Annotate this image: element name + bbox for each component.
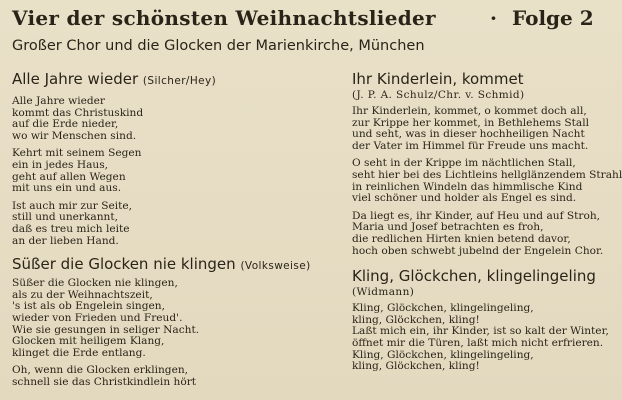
lyric-line: als zu der Weihnachtszeit,: [12, 288, 153, 301]
song-kling-gloeckchen: [352, 267, 618, 373]
lyric-line: Da liegt es, ihr Kinder, auf Heu und auf Stroh,: [352, 209, 601, 222]
stanza: [12, 148, 337, 194]
stanza: [352, 106, 618, 152]
lyric-line: an der lieben Hand.: [12, 234, 119, 247]
lyric-line: Ihr Kinderlein, kommet, o kommet doch all,: [352, 105, 587, 117]
performer-subtitle: Großer Chor und die Glocken der Marienkirche, München: [12, 38, 425, 54]
song-credit: (Widmann): [352, 286, 415, 299]
song-title: Alle Jahre wieder: [12, 70, 139, 88]
lyric-line: Kehrt mit seinem Segen: [12, 147, 142, 160]
song-credit: (J. P. A. Schulz/Chr. v. Schmid): [352, 89, 525, 101]
right-column: [352, 70, 622, 381]
lyric-line: Wie sie gesungen in seliger Nacht.: [12, 323, 200, 336]
lyric-line: Ist auch mir zur Seite,: [12, 199, 133, 212]
lyric-line: daß es treu mich leite: [12, 222, 130, 235]
lyric-line: kling, Glöckchen, kling!: [352, 360, 480, 373]
lyric-line: ein in jedes Haus,: [12, 158, 109, 171]
lyric-line: viel schöner und holder als Engel es sind.: [352, 192, 577, 205]
stanza: [12, 201, 337, 247]
lyric-line: und seht, was in dieser hochheiligen Nacht: [352, 128, 585, 141]
stanza: [12, 278, 337, 359]
lyric-line: Kling, Glöckchen, klingelingeling,: [352, 302, 534, 315]
lyric-line: kommt das Christuskind: [12, 106, 144, 119]
stanza: [352, 303, 618, 373]
lyric-line: mit uns ein und aus.: [12, 182, 122, 195]
lyric-line: Alle Jahre wieder: [12, 95, 105, 107]
lyric-line: wieder von Frieden und Freud'.: [12, 311, 183, 324]
lyric-line: 's ist als ob Engelein singen,: [12, 300, 165, 313]
song-credit: (Volksweise): [240, 260, 311, 273]
stanza: [352, 211, 618, 257]
lyric-line: O seht in der Krippe im nächtlichen Stall,: [352, 157, 576, 170]
song-title: Kling, Glöckchen, klingelingeling: [352, 267, 596, 286]
song-alle-jahre-wieder: [12, 70, 337, 247]
lyric-line: Kling, Glöckchen, klingelingeling,: [352, 348, 534, 361]
stanza: [12, 96, 337, 142]
lyric-line: hoch oben schwebt jubelnd der Engelein Chor.: [352, 244, 604, 257]
page-title: Vier der schönsten Weihnachtslieder: [12, 6, 436, 30]
left-column: [12, 70, 337, 396]
lyric-line: Süßer die Glocken nie klingen,: [12, 277, 178, 290]
lyric-line: klinget die Erde entlang.: [12, 346, 146, 359]
lyric-line: kling, Glöckchen, kling!: [352, 313, 480, 326]
lyric-line: geht auf allen Wegen: [12, 170, 126, 183]
lyric-line: wo wir Menschen sind.: [12, 129, 137, 142]
lyric-line: zur Krippe her kommet, in Bethlehems Stall: [352, 116, 589, 129]
stanza: [12, 365, 337, 388]
lyric-line: die redlichen Hirten knien betend davor,: [352, 232, 571, 245]
song-credit: (Silcher/Hey): [142, 75, 217, 87]
lyric-line: still und unerkannt,: [12, 211, 119, 224]
lyric-line: Oh, wenn die Glocken erklingen,: [12, 364, 189, 377]
song-title: Süßer die Glocken nie klingen: [12, 255, 236, 274]
lyric-line: in reinlichen Windeln das himmlische Kind: [352, 180, 583, 193]
lyric-line: seht hier bei des Lichtleins hellglänzendem Strahl: [352, 168, 622, 181]
lyric-line: öffnet mir die Türen, laßt mich nicht erfrieren.: [352, 336, 604, 349]
lyric-line: Glocken mit heiligem Klang,: [12, 335, 165, 348]
stanza: [352, 157, 622, 205]
title-separator: ·: [490, 6, 497, 30]
song-title: Ihr Kinderlein, kommet: [352, 70, 524, 88]
song-ihr-kinderlein-kommet: [352, 70, 622, 257]
lyric-line: Maria und Josef betrachten es froh,: [352, 221, 544, 234]
song-suesser-die-glocken: [12, 255, 337, 388]
lyric-line: Laßt mich ein, ihr Kinder, ist so kalt der Winter,: [352, 325, 609, 338]
lyric-line: der Vater im Himmel für Freude uns macht.: [352, 139, 589, 152]
lyric-line: auf die Erde nieder,: [12, 118, 119, 131]
episode-label: Folge 2: [512, 6, 594, 30]
lyric-line: schnell sie das Christkindlein hört: [12, 375, 197, 388]
